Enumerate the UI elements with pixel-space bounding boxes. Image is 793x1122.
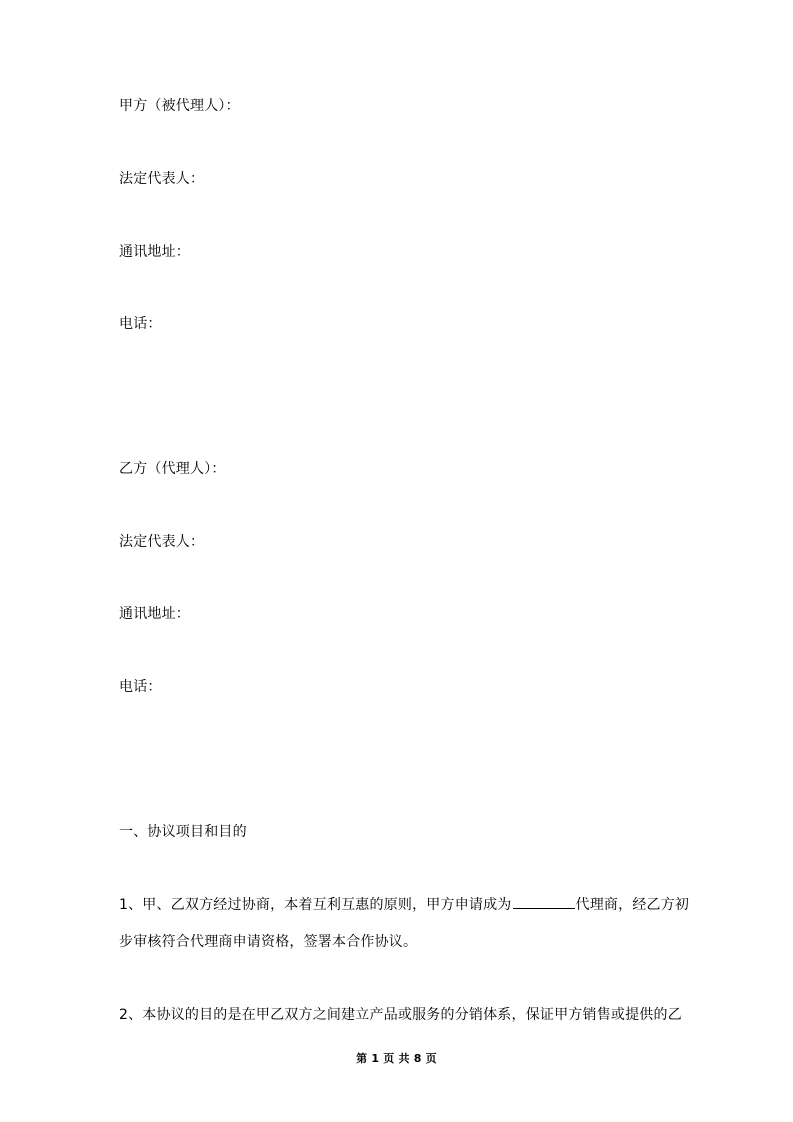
party-b-phone-label: 电话： [119, 679, 162, 695]
clause-1-line-2: 步审核符合代理商申请资格，签署本合作协议。 [119, 934, 418, 950]
party-b-title: 乙方（代理人）： [119, 461, 226, 477]
party-b-address-label: 通讯地址： [119, 606, 190, 622]
party-a-phone-label: 电话： [119, 316, 162, 332]
agent-type-blank [513, 896, 575, 909]
party-a-legal-rep-label: 法定代表人： [119, 171, 205, 187]
clause-2-line-1: 2、本协议的目的是在甲乙双方之间建立产品或服务的分销体系，保证甲方销售或提供的乙 [119, 1007, 682, 1023]
party-a-title: 甲方（被代理人）： [119, 98, 240, 114]
page-number-footer: 第 1 页 共 8 页 [356, 1052, 437, 1065]
party-b-legal-rep-label: 法定代表人： [119, 534, 205, 550]
party-a-address-label: 通讯地址： [119, 244, 190, 260]
clause-1-text-before-blank: 1、甲、乙双方经过协商，本着互利互惠的原则，甲方申请成为 [119, 897, 512, 913]
section-1-heading: 一、协议项目和目的 [119, 824, 247, 840]
clause-1-text-after-blank: 代理商，经乙方初 [575, 897, 690, 913]
clause-1-line-1 [119, 896, 689, 914]
